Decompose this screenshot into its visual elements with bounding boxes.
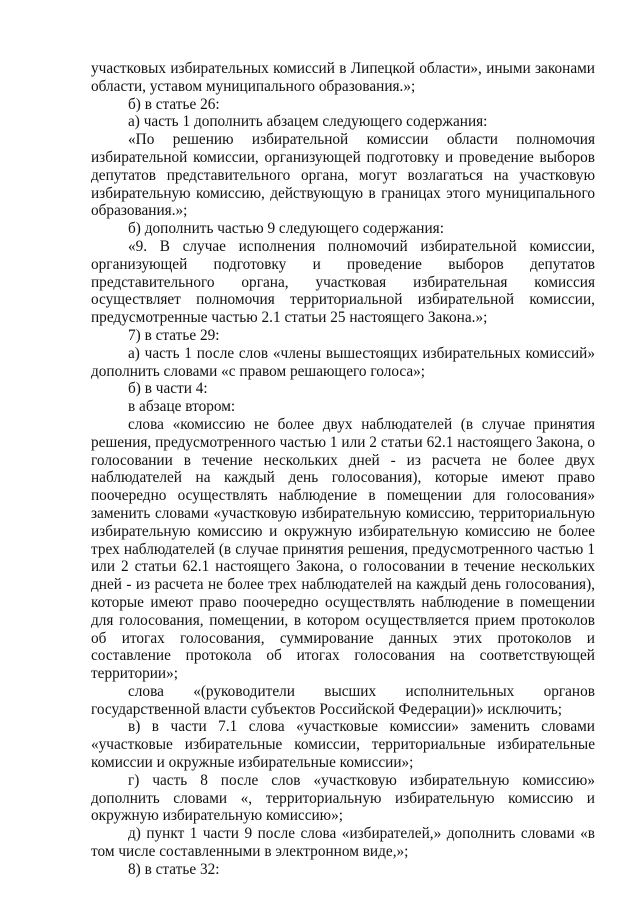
paragraph-continuation: участковых избирательных комиссий в Липецкой области», иными законами области, уставом муниципального образования.»;	[91, 60, 595, 95]
paragraph-words-exclusion: слова «(руководители высших исполнительных органов государственной власти субъектов Российской Федерации)» исключить;	[91, 682, 595, 718]
paragraph-subitem-b-part-4: б) в части 4:	[128, 380, 208, 398]
paragraph-subitem-g-part-8: г) часть 8 после слов «участковую избирательную комиссию» дополнить словами «, территориальную избирательную комиссию и окружную избирательную комиссию»;	[91, 771, 595, 825]
paragraph-subitem-a-part-1-article-29: а) часть 1 после слов «члены вышестоящих избирательных комиссий» дополнить словами «с правом решающего голоса»;	[91, 344, 595, 380]
paragraph-item-article-29: 7) в статье 29:	[128, 326, 220, 344]
paragraph-subitem-a-part-1: а) часть 1 дополнить абзацем следующего содержания:	[128, 113, 488, 131]
paragraph-item-article-26: б) в статье 26:	[128, 95, 220, 113]
paragraph-item-article-32: 8) в статье 32:	[128, 860, 220, 878]
paragraph-second-indent: в абзаце втором:	[128, 398, 236, 416]
paragraph-subitem-v-part-7-1: в) в части 7.1 слова «участковые комиссии» заменить словами «участковые избирательные комиссии, территориальные избирательные комиссии и окружные избирательные комиссии»;	[91, 718, 595, 772]
paragraph-words-replacement: слова «комиссию не более двух наблюдателей (в случае принятия решения, предусмотренного частью 1 или 2 статьи 62.1 настоящего Закона, о голосовании в течение нескольких дней - из расчета не более двух наблюдателей на каждый день голосования), которые имеют право поочередно осуществлять наблюдение в помещении для голосования» заменить словами «участковую избирательную комиссию, территориальную избирательную комиссию и окружную избирательную комиссию не более трех наблюдателей (в случае принятия решения, предусмотренного частью 1 или 2 статьи 62.1 настоящего Закона, о голосовании в течение нескольких дней - из расчета не более трех наблюдателей на каждый день голосования), которые имеют право поочередно осуществлять наблюдение в помещении для голосования, помещении, в котором осуществляется прием протоколов об итогах голосования, суммирование данных этих протоколов и составление протокола об итогах голосования на соответствующей территории»;	[91, 415, 595, 683]
paragraph-subitem-d-part-9: д) пункт 1 части 9 после слова «избирателей,» дополнить словами «в том числе составленными в электронном виде,»;	[91, 825, 595, 861]
paragraph-quoted-text: «По решению избирательной комиссии области полномочия избирательной комиссии, организующей подготовку и проведение выборов депутатов представительного органа, могут возлагаться на участковую избирательную комиссию, действующую в границах этого муниципального образования.»;	[91, 131, 595, 220]
paragraph-quoted-part-9: «9. В случае исполнения полномочий избирательной комиссии, организующей подготовку и проведение выборов депутатов представительного органа, участковая избирательная комиссия осуществляет полномочия территориальной избирательной комиссии, предусмотренные частью 2.1 статьи 25 настоящего Закона.»;	[91, 237, 595, 327]
paragraph-subitem-b-part-9: б) дополнить частью 9 следующего содержания:	[128, 220, 444, 238]
document-page	[91, 60, 595, 879]
